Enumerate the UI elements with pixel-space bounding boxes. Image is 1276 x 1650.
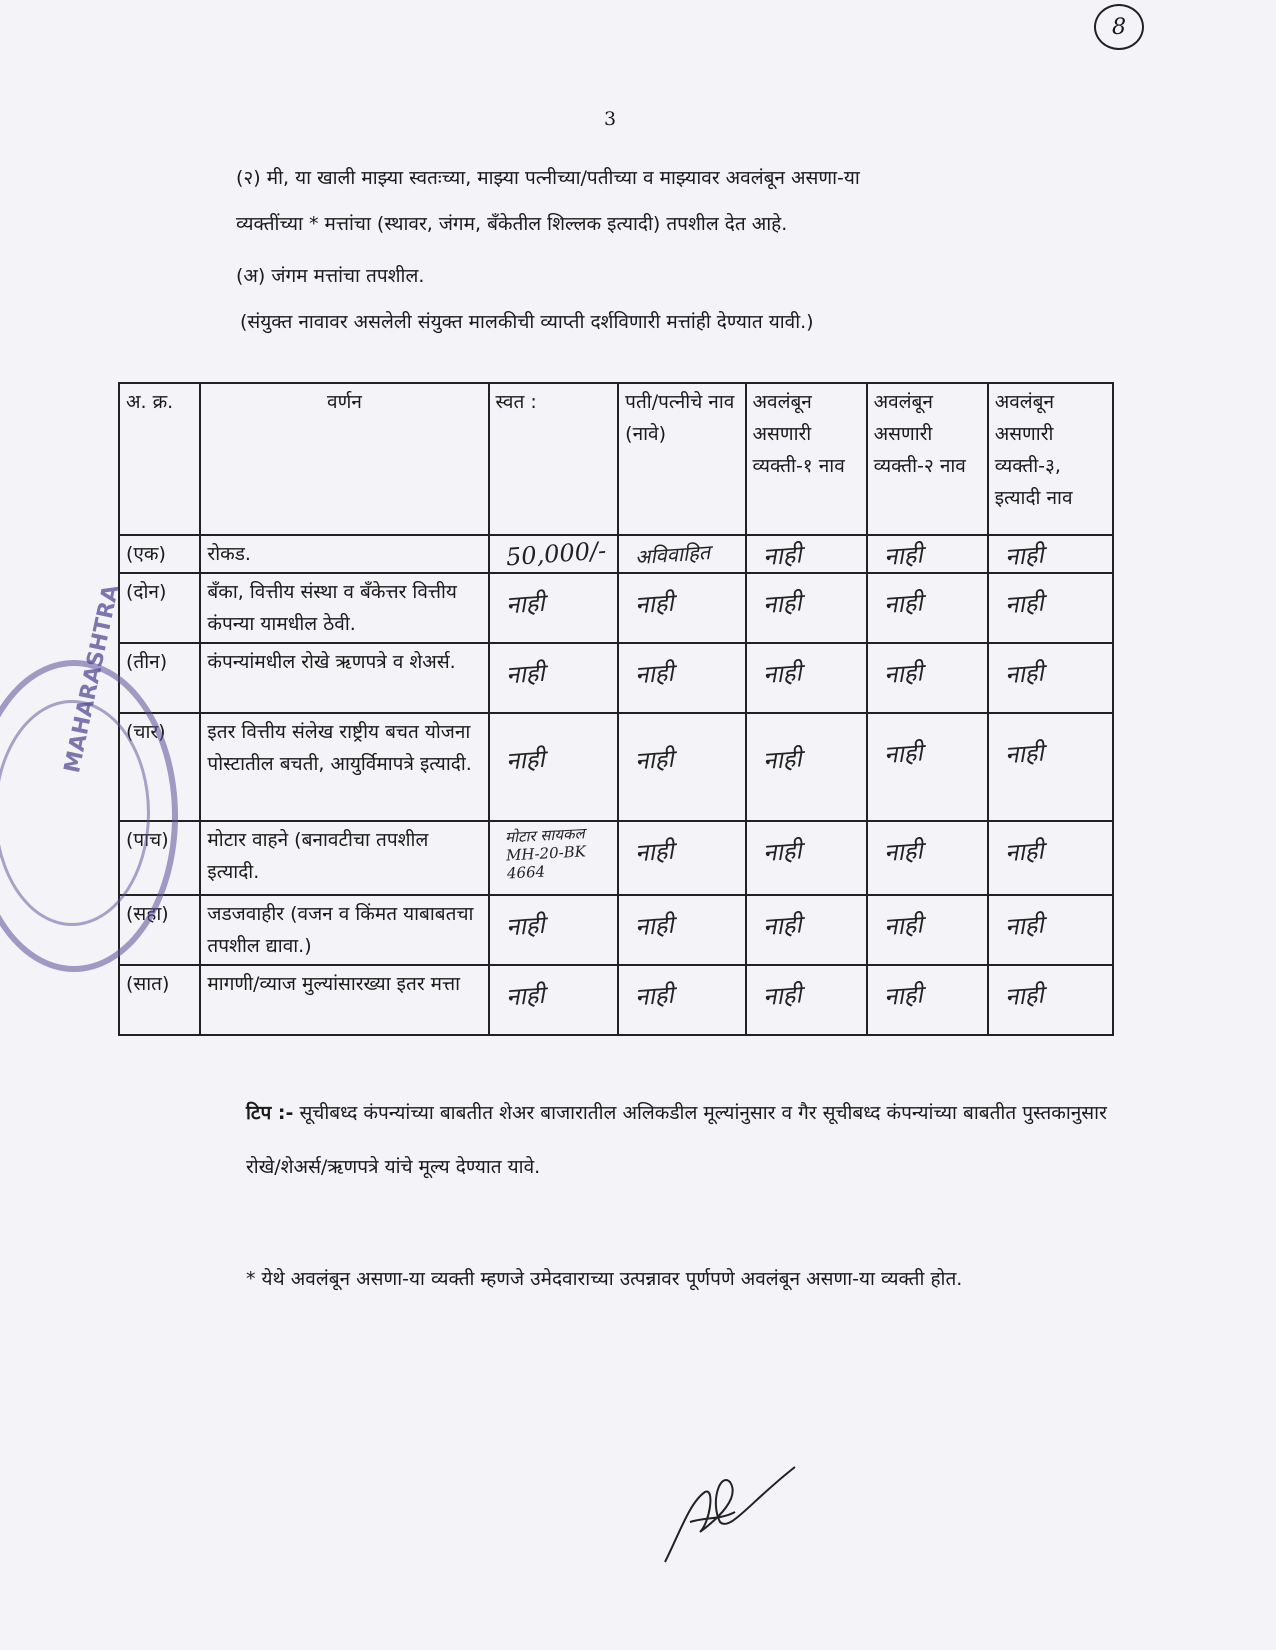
cell-dependent-3: [988, 895, 1113, 965]
cell-spouse: [618, 965, 745, 1035]
handwritten-value: नाही: [1003, 540, 1045, 572]
cell-spouse: [618, 573, 745, 643]
header-self: स्वत :: [489, 383, 619, 535]
handwritten-value: नाही: [761, 980, 802, 1012]
circled-page-number: 8: [1094, 4, 1144, 50]
handwritten-value: नाही: [882, 658, 924, 690]
table-row: [119, 535, 1113, 573]
row-description: इतर वित्तीय संलेख राष्ट्रीय बचत योजना पोस्टातील बचती, आयुर्विमापत्रे इत्यादी.: [200, 713, 488, 821]
note-label: टिप :-: [246, 1102, 294, 1124]
cell-dependent-1: [746, 895, 867, 965]
handwritten-value: नाही: [882, 980, 924, 1012]
row-description: जडजवाहीर (वजन व किंमत याबाबतचा तपशील द्यावा.): [200, 895, 488, 965]
footnote: * येथे अवलंबून असणा-या व्यक्ती म्हणजे उमेदवाराच्या उत्पन्नावर पूर्णपणे अवलंबून असणा-या व्यक्ती होत.: [246, 1268, 963, 1290]
handwritten-value: अविवाहित: [634, 540, 712, 570]
handwritten-value: नाही: [761, 658, 802, 690]
cell-dependent-2: [867, 965, 988, 1035]
handwritten-value: नाही: [1003, 980, 1045, 1012]
handwritten-value: नाही: [882, 588, 924, 620]
handwritten-value: नाही: [634, 588, 675, 620]
intro-line-2: व्यक्तींच्या * मत्तांचा (स्थावर, जंगम, बँकेतील शिल्लक इत्यादी) तपशील देत आहे.: [236, 213, 788, 235]
handwritten-value: नाही: [504, 980, 546, 1012]
cell-spouse: [618, 895, 745, 965]
row-description: मागणी/व्याज मुल्यांसारख्या इतर मत्ता: [200, 965, 488, 1035]
cell-self: [489, 713, 619, 821]
handwritten-value: नाही: [882, 836, 924, 868]
table-row: [119, 713, 1113, 821]
cell-dependent-3: [988, 965, 1113, 1035]
handwritten-value: मोटार सायकल MH-20-BK 4664: [504, 824, 586, 883]
cell-self: [489, 643, 619, 713]
cell-self: [489, 535, 619, 573]
row-description: मोटार वाहने (बनावटीचा तपशील इत्यादी.: [200, 821, 488, 895]
cell-self: [489, 573, 619, 643]
note-block: [246, 1086, 1116, 1194]
movable-assets-table: [118, 382, 1114, 1036]
cell-spouse: [618, 713, 745, 821]
cell-dependent-1: [746, 535, 867, 573]
row-number: (सहा): [119, 895, 200, 965]
cell-dependent-3: [988, 643, 1113, 713]
handwritten-value: नाही: [504, 588, 546, 620]
row-number: (चार): [119, 713, 200, 821]
header-dependent-3: अवलंबून असणारी व्यक्ती-३, इत्यादी नाव: [988, 383, 1113, 535]
row-number: (दोन): [119, 573, 200, 643]
handwritten-value: नाही: [1003, 836, 1045, 868]
page-number: 3: [604, 108, 617, 130]
cell-self: [489, 965, 619, 1035]
row-number: (तीन): [119, 643, 200, 713]
handwritten-value: नाही: [761, 588, 802, 620]
table-row: [119, 643, 1113, 713]
table-header-row: [119, 383, 1113, 535]
cell-spouse: [618, 643, 745, 713]
table-row: [119, 573, 1113, 643]
row-description: कंपन्यांमधील रोखे ऋणपत्रे व शेअर्स.: [200, 643, 488, 713]
handwritten-value: नाही: [761, 744, 802, 776]
handwritten-value: नाही: [882, 910, 924, 942]
cell-dependent-3: [988, 573, 1113, 643]
handwritten-value: नाही: [504, 744, 546, 776]
cell-dependent-3: [988, 535, 1113, 573]
cell-spouse: [618, 821, 745, 895]
cell-dependent-2: [867, 713, 988, 821]
header-dependent-2: अवलंबून असणारी व्यक्ती-२ नाव: [867, 383, 988, 535]
cell-dependent-2: [867, 535, 988, 573]
handwritten-value: नाही: [761, 910, 802, 942]
handwritten-value: नाही: [1003, 738, 1045, 770]
handwritten-value: नाही: [634, 744, 675, 776]
cell-dependent-2: [867, 573, 988, 643]
handwritten-value: नाही: [504, 910, 546, 942]
row-description: बँका, वित्तीय संस्था व बँकेत्तर वित्तीय कंपन्या यामधील ठेवी.: [200, 573, 488, 643]
handwritten-value: 50,000/-: [504, 536, 607, 572]
handwritten-value: नाही: [634, 910, 675, 942]
header-description: वर्णन: [200, 383, 488, 535]
cell-spouse: [618, 535, 745, 573]
handwritten-value: नाही: [761, 836, 802, 868]
header-serial: अ. क्र.: [119, 383, 200, 535]
intro-line-1: (२) मी, या खाली माझ्या स्वतःच्या, माझ्या पत्नीच्या/पतीच्या व माझ्यावर अवलंबून असणा-या: [236, 167, 860, 189]
handwritten-value: नाही: [634, 658, 675, 690]
signature: [660, 1462, 800, 1572]
handwritten-value: नाही: [882, 540, 924, 572]
handwritten-value: नाही: [504, 658, 546, 690]
cell-self: [489, 821, 619, 895]
header-spouse: पती/पत्नीचे नाव (नावे): [618, 383, 745, 535]
cell-dependent-2: [867, 895, 988, 965]
cell-dependent-1: [746, 713, 867, 821]
table-row: [119, 965, 1113, 1035]
handwritten-value: नाही: [1003, 588, 1045, 620]
cell-dependent-3: [988, 821, 1113, 895]
table-row: [119, 895, 1113, 965]
handwritten-value: नाही: [634, 836, 675, 868]
cell-self: [489, 895, 619, 965]
cell-dependent-1: [746, 821, 867, 895]
note-text: सूचीबध्द कंपन्यांच्या बाबतीत शेअर बाजारातील अलिकडील मूल्यांनुसार व गैर सूचीबध्द कंपन्यांच्या बाबतीत पुस्तकानुसार रोखे/शेअर्स/ऋणपत्रे यांचे मूल्य देण्यात यावे.: [246, 1102, 1107, 1178]
row-number: (सात): [119, 965, 200, 1035]
handwritten-value: नाही: [1003, 910, 1045, 942]
cell-dependent-3: [988, 713, 1113, 821]
table-row: [119, 821, 1113, 895]
cell-dependent-1: [746, 573, 867, 643]
handwritten-value: नाही: [761, 540, 802, 572]
intro-line-3: (अ) जंगम मत्तांचा तपशील.: [236, 265, 425, 287]
cell-dependent-1: [746, 643, 867, 713]
header-dependent-1: अवलंबून असणारी व्यक्ती-१ नाव: [746, 383, 867, 535]
cell-dependent-2: [867, 821, 988, 895]
row-number: (एक): [119, 535, 200, 573]
handwritten-value: नाही: [634, 980, 675, 1012]
cell-dependent-1: [746, 965, 867, 1035]
row-number: (पाच): [119, 821, 200, 895]
row-description: रोकड.: [200, 535, 488, 573]
handwritten-value: नाही: [882, 738, 924, 770]
handwritten-value: नाही: [1003, 658, 1045, 690]
cell-dependent-2: [867, 643, 988, 713]
intro-line-4: (संयुक्त नावावर असलेली संयुक्त मालकीची व्याप्ती दर्शविणारी मत्तांही देण्यात यावी.): [240, 311, 814, 333]
stamp-text: MAHARASHTRA: [60, 582, 125, 776]
